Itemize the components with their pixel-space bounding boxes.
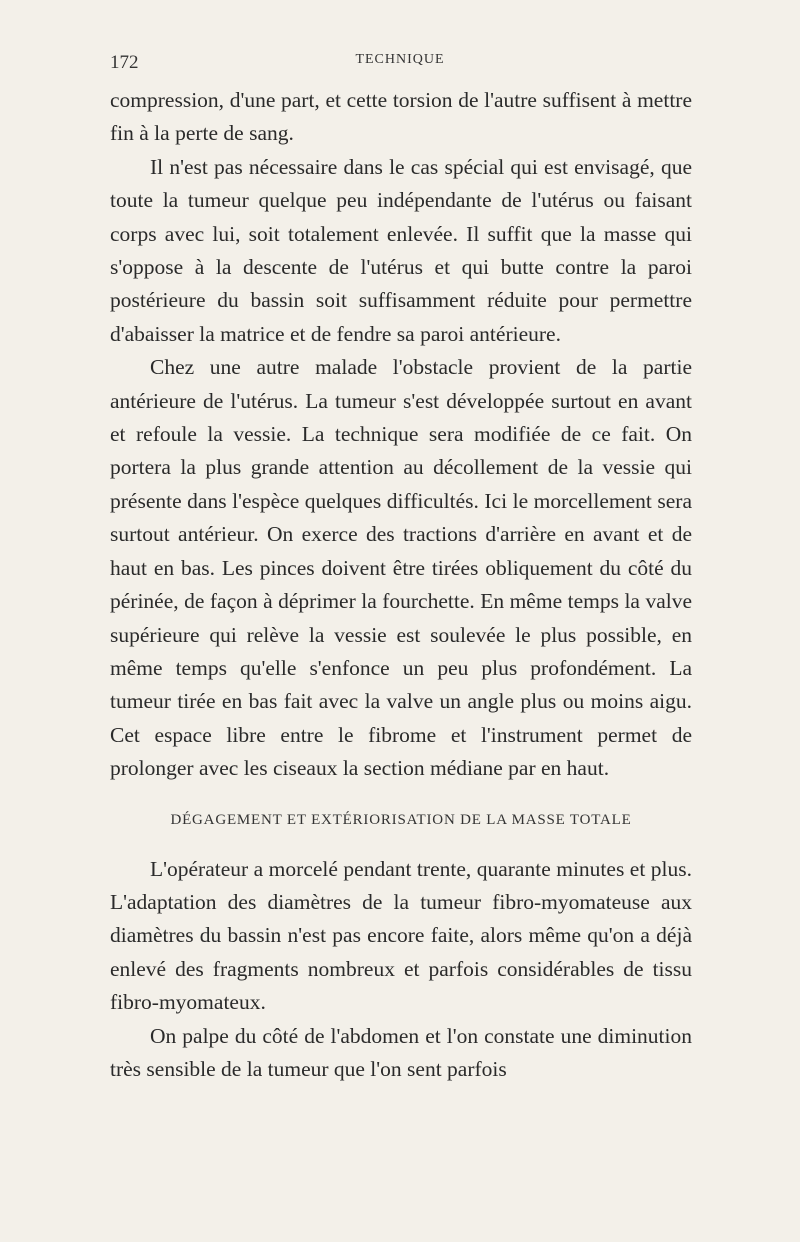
paragraph: L'opérateur a morcelé pendant trente, quarante minutes et plus. L'adaptation des diamètres de la tumeur fibro-myomateuse aux diamètres du bassin n'est pas encore faite, alors même qu'on a déjà enlevé des fragments nombreux et parfois considérables de tissu fibro-myomateux. — [110, 856, 692, 1015]
paragraph: Chez une autre malade l'obstacle provient de la partie antérieure de l'utérus. La tumeur s'est développée surtout en avant et refoule la vessie. La technique sera modifiée de ce fait. On portera la plus grande attention au décollement de la vessie qui présente dans l'espèce quelques difficultés. Ici le morcellement sera surtout antérieur. On exerce des tractions d'arrière en avant et de haut en bas. Les pinces doivent être tirées obliquement du côté du périnée, de façon à déprimer la fourchette. En même temps la valve supérieure qui relève la vessie est soulevée le plus possible, en même temps qu'elle s'enfonce un peu plus profondément. La tumeur tirée en bas fait avec la valve un angle plus ou moins aigu. Cet espace libre entre le fibrome et l'instrument permet de prolonger avec les ciseaux la section médiane par en haut. — [110, 355, 692, 781]
paragraph: Il n'est pas nécessaire dans le cas spécial qui est envisagé, que toute la tumeur quelque peu indépendante de l'utérus ou faisant corps avec lui, soit totalement enlevée. Il suffit que la masse qui s'oppose à la descente de l'utérus et qui butte contre la paroi postérieure du bassin soit suffisamment réduite pour permettre d'abaisser la matrice et de fendre sa paroi antérieure. — [110, 154, 692, 346]
paragraph-continuation: compression, d'une part, et cette torsion de l'autre suffisent à mettre fin à la perte de sang. — [110, 88, 692, 146]
section-heading: DÉGAGEMENT ET EXTÉRIORISATION DE LA MASSE TOTALE — [170, 811, 632, 828]
paragraph: On palpe du côté de l'abdomen et l'on constate une diminution très sensible de la tumeur que l'on sent parfois — [110, 1023, 692, 1081]
running-head: TECHNIQUE — [355, 52, 445, 67]
page-number: 172 — [110, 52, 139, 73]
page-header — [110, 52, 690, 72]
body-text — [110, 84, 692, 1086]
